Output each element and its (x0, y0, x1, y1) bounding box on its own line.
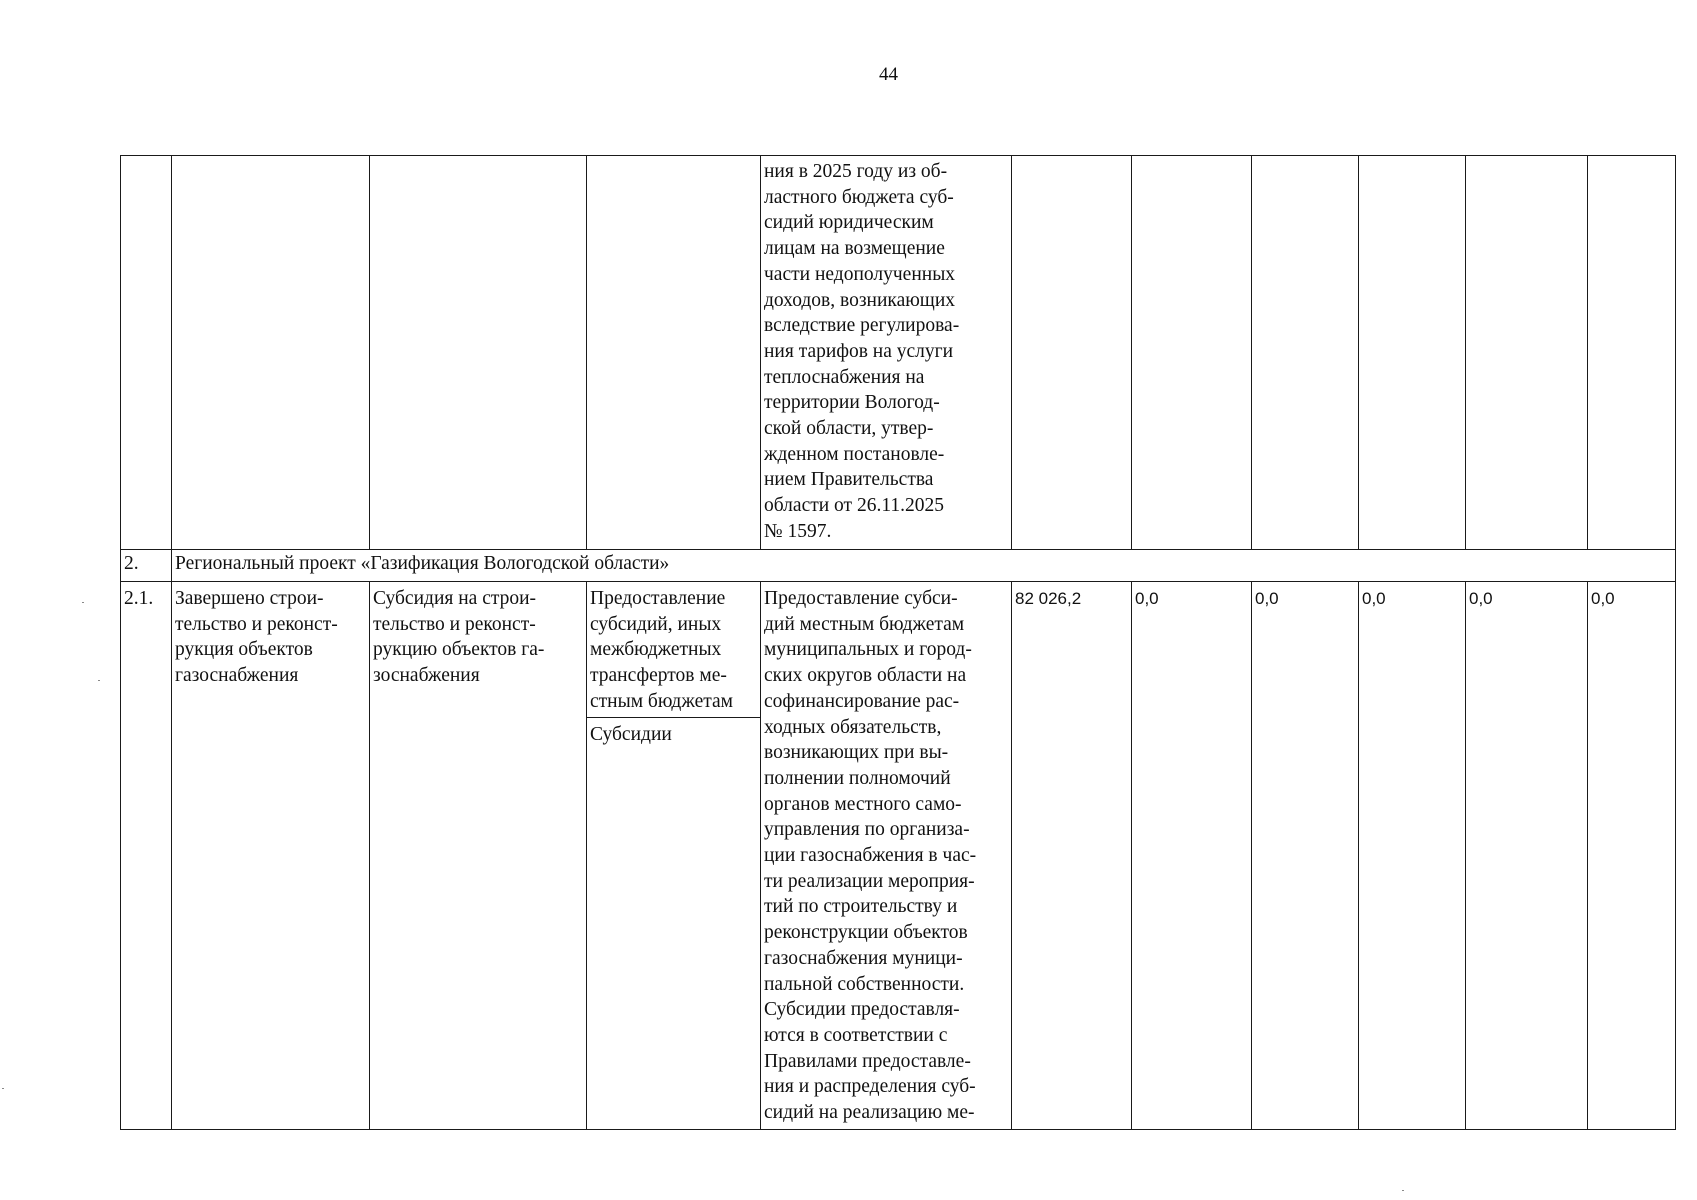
cont-number-cell (121, 156, 172, 550)
section-number: 2. (121, 550, 172, 582)
scan-speck (1402, 1190, 1404, 1191)
measure-cell: Субсидия на строи- тельство и реконст- рукцию объектов га- зоснабжения (370, 582, 587, 1130)
description-cell: Предоставление субси- дий местным бюджетам муниципальных и город- ских округов области на софинансирование рас- ходных обязательств, возникающих при вы- полнении полномочий органов местного само- управления по организа- ции газоснабжения в час- ти реализации мероприя- тий по строительству и реконструкции объектов газоснабжения муници- пальной собственности. Субсидии предоставля- ются в соответствии с Правилами предоставле- ния и распределения суб- сидий на реализацию ме- (761, 582, 1012, 1130)
cont-value-cell-5 (1466, 156, 1588, 550)
row-number: 2.1. (121, 582, 172, 1130)
type-cell (587, 582, 761, 1130)
value-cell-3: 0,0 (1252, 582, 1359, 1130)
cont-result-cell (172, 156, 370, 550)
page-number: 44 (879, 64, 898, 85)
budget-table (120, 155, 1676, 1130)
value-cell-1: 82 026,2 (1012, 582, 1132, 1130)
section-title: Региональный проект «Газификация Вологодской области» (172, 550, 1676, 582)
value-cell-2: 0,0 (1132, 582, 1252, 1130)
cont-value-cell-1 (1012, 156, 1132, 550)
continuation-text: ния в 2025 году из об- ластного бюджета суб- сидий юридическим лицам на возмещение части недополученных доходов, возникающих вследствие регулирова- ния тарифов на услуги теплоснабжения на территории Вологод- ской области, утвер- жденном постановле- нием Правительства области от 26.11.2025 № 1597. (764, 161, 960, 542)
value-cell-6: 0,0 (1588, 582, 1676, 1130)
cont-description-cell (761, 156, 1012, 550)
cont-type-cell (587, 156, 761, 550)
value-cell-5: 0,0 (1466, 582, 1588, 1130)
table-row-2-1 (121, 582, 1676, 1130)
continuation-row (121, 156, 1676, 550)
cont-value-cell-4 (1359, 156, 1466, 550)
section-row (121, 550, 1676, 582)
cont-value-cell-2 (1132, 156, 1252, 550)
type-bottom: Субсидии (590, 723, 672, 745)
type-top: Предоставление субсидий, иных межбюджетных трансфертов ме- стным бюджетам (587, 586, 760, 718)
cont-value-cell-3 (1252, 156, 1359, 550)
cont-value-cell-6 (1588, 156, 1676, 550)
cont-measure-cell (370, 156, 587, 550)
scan-speck (2, 1088, 4, 1089)
value-cell-4: 0,0 (1359, 582, 1466, 1130)
scan-speck (82, 602, 84, 603)
scan-speck (98, 680, 100, 681)
result-cell: Завершено строи- тельство и реконст- рукция объектов газоснабжения (172, 582, 370, 1130)
